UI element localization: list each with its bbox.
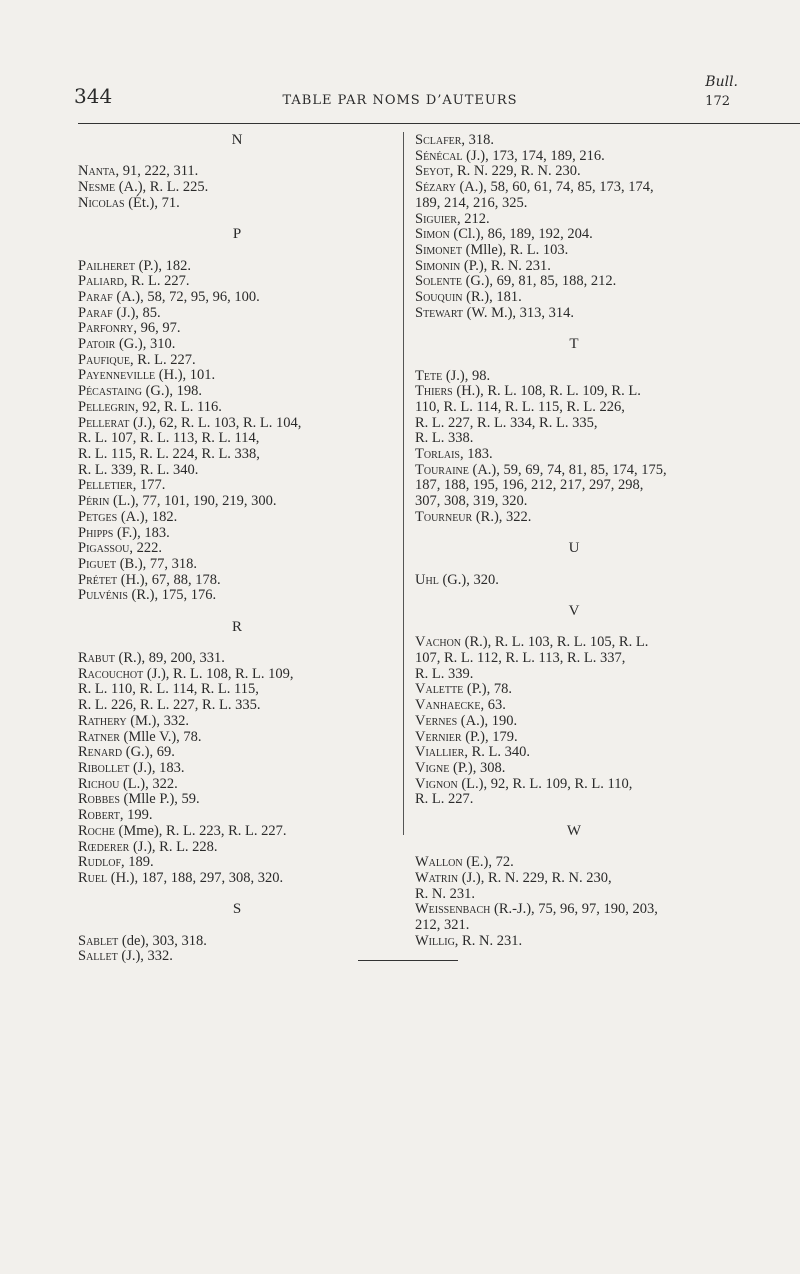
index-entry-continuation: R. L. 107, R. L. 113, R. L. 114, bbox=[78, 430, 260, 447]
author-name: Roche bbox=[78, 822, 115, 839]
entry-references: (A.), R. L. 225. bbox=[115, 179, 209, 196]
letter-heading: V bbox=[568, 602, 580, 619]
index-entry bbox=[78, 196, 396, 212]
index-entry bbox=[415, 902, 733, 918]
entry-references: (R.), 322. bbox=[472, 508, 532, 525]
entry-references: , 92, R. L. 116. bbox=[134, 398, 222, 415]
blank-line bbox=[415, 588, 733, 604]
index-entry bbox=[415, 133, 733, 149]
column-divider bbox=[403, 132, 404, 835]
entry-references: (F.), 183. bbox=[113, 524, 170, 541]
author-name: Rœderer bbox=[78, 838, 130, 855]
author-name: Simonin bbox=[415, 257, 461, 274]
author-name: Sénécal bbox=[415, 147, 463, 164]
index-entry-continuation: R. L. 339, R. L. 340. bbox=[78, 461, 199, 478]
index-entry bbox=[78, 949, 396, 965]
author-name: Vernier bbox=[415, 728, 462, 745]
index-entry bbox=[415, 384, 733, 400]
author-name: Pellegrin bbox=[78, 398, 135, 415]
index-entry bbox=[415, 682, 733, 698]
index-entry bbox=[78, 259, 396, 275]
author-name: Siguier bbox=[415, 210, 457, 227]
index-entry bbox=[415, 934, 733, 950]
index-entry bbox=[78, 164, 396, 180]
author-name: Pelletier bbox=[78, 477, 133, 494]
author-name: Thiers bbox=[415, 383, 453, 400]
entry-references: (J.), 98. bbox=[442, 367, 491, 384]
index-entry bbox=[415, 871, 733, 887]
entry-references: (A.), 190. bbox=[457, 712, 518, 729]
author-name: Vignon bbox=[415, 775, 458, 792]
author-name: Robert bbox=[78, 807, 120, 824]
letter-heading: U bbox=[568, 540, 580, 557]
entry-references: (A.), 58, 60, 61, 74, 85, 173, 174, bbox=[455, 179, 654, 196]
author-name: Rathery bbox=[78, 712, 127, 729]
author-name: Ribollet bbox=[78, 760, 130, 776]
index-entry-continuation: R. L. 339. bbox=[415, 665, 474, 682]
author-name: Racouchot bbox=[78, 665, 144, 682]
entry-references: , 63. bbox=[480, 697, 506, 714]
index-entry bbox=[415, 306, 733, 322]
index-entry bbox=[415, 698, 733, 714]
entry-references: , 91, 222, 311. bbox=[115, 163, 199, 180]
entry-references: (Mlle V.), 78. bbox=[119, 728, 202, 745]
entry-references: (A.), 58, 72, 95, 96, 100. bbox=[112, 288, 260, 305]
author-name: Weissenbach bbox=[415, 901, 491, 918]
entry-references: (E.), 72. bbox=[462, 854, 514, 871]
author-name: Paraf bbox=[78, 288, 113, 305]
index-entry bbox=[78, 180, 396, 196]
author-name: Payenneville bbox=[78, 367, 156, 384]
bull-number: 172 bbox=[705, 94, 730, 109]
index-entry bbox=[78, 792, 396, 808]
entry-references: (P.), 179. bbox=[461, 728, 518, 745]
index-entry-continuation: 212, 321. bbox=[415, 916, 470, 933]
index-entry bbox=[415, 227, 733, 243]
author-name: Robbes bbox=[78, 791, 120, 808]
author-name: Tourneur bbox=[415, 508, 473, 525]
author-name: Viallier bbox=[415, 744, 465, 761]
author-name: Parfonry bbox=[78, 320, 134, 337]
entry-references: (J.), 183. bbox=[129, 760, 185, 776]
author-name: Vigne bbox=[415, 759, 450, 776]
entry-references: (J.), R. L. 228. bbox=[129, 838, 218, 855]
entry-references: , 222. bbox=[129, 540, 163, 557]
author-name: Sablet bbox=[78, 932, 119, 949]
blank-line bbox=[78, 635, 396, 651]
index-entry bbox=[78, 855, 396, 871]
entry-references: (A.), 59, 69, 74, 81, 85, 174, 175, bbox=[468, 461, 667, 478]
entry-references: (P.), 182. bbox=[134, 257, 191, 274]
author-name: Nanta bbox=[78, 163, 116, 180]
author-name: Paraf bbox=[78, 304, 113, 321]
author-name: Pulvénis bbox=[78, 587, 128, 604]
entry-references: (H.), 101. bbox=[155, 367, 216, 384]
entry-references: (Mlle), R. L. 103. bbox=[461, 241, 569, 258]
author-name: Périn bbox=[78, 493, 110, 510]
entry-references: (Ét.), 71. bbox=[124, 194, 180, 211]
entry-references: (J.), 85. bbox=[112, 304, 161, 321]
entry-references: (P.), 78. bbox=[463, 681, 512, 698]
entry-references: , R. L. 340. bbox=[464, 744, 531, 761]
index-entry-continuation: 107, R. L. 112, R. L. 113, R. L. 337, bbox=[415, 650, 626, 667]
bull-label: Bull. bbox=[705, 74, 738, 90]
index-entry-continuation: R. L. 227, R. L. 334, R. L. 335, bbox=[415, 414, 598, 431]
index-entry bbox=[78, 745, 396, 761]
entry-references: (R.), 89, 200, 331. bbox=[114, 650, 225, 667]
author-name: Richou bbox=[78, 775, 120, 792]
index-entry bbox=[415, 855, 733, 871]
index-entry bbox=[78, 667, 396, 683]
index-entry bbox=[78, 306, 396, 322]
entry-references: (G.), 320. bbox=[438, 571, 499, 588]
blank-line bbox=[415, 808, 733, 824]
author-name: Paufique bbox=[78, 351, 130, 368]
author-name: Simonet bbox=[415, 241, 462, 258]
entry-references: (B.), 77, 318. bbox=[116, 555, 198, 572]
index-entry bbox=[78, 541, 396, 557]
entry-references: , 212. bbox=[456, 210, 490, 227]
author-name: Torlais bbox=[415, 446, 460, 463]
entry-references: , 177. bbox=[132, 477, 166, 494]
entry-references: (A.), 182. bbox=[117, 508, 178, 525]
page-number: 344 bbox=[74, 84, 113, 108]
index-entry-continuation: R. L. 110, R. L. 114, R. L. 115, bbox=[78, 681, 259, 698]
index-entry-continuation: R. L. 226, R. L. 227, R. L. 335. bbox=[78, 697, 261, 714]
index-entry bbox=[78, 274, 396, 290]
blank-line bbox=[415, 839, 733, 855]
index-entry bbox=[78, 871, 396, 887]
author-name: Piguet bbox=[78, 555, 117, 572]
index-entry-continuation: R. L. 227. bbox=[415, 791, 474, 808]
entry-references: (Mlle P.), 59. bbox=[119, 791, 200, 808]
index-entry-continuation: R. N. 231. bbox=[415, 885, 476, 902]
entry-references: (R.), 175, 176. bbox=[127, 587, 217, 604]
index-entry bbox=[415, 447, 733, 463]
index-entry bbox=[415, 761, 733, 777]
entry-references: (R.), R. L. 103, R. L. 105, R. L. bbox=[461, 634, 649, 651]
entry-references: (G.), 198. bbox=[141, 383, 202, 400]
index-entry bbox=[415, 180, 733, 196]
index-entry bbox=[78, 714, 396, 730]
author-name: Pigassou bbox=[78, 540, 130, 557]
index-entry bbox=[78, 510, 396, 526]
entry-references: , 318. bbox=[461, 132, 495, 148]
index-entry-continuation: 110, R. L. 114, R. L. 115, R. L. 226, bbox=[415, 398, 625, 415]
entry-references: (W. M.), 313, 314. bbox=[463, 304, 575, 321]
author-name: Rabut bbox=[78, 650, 115, 667]
index-entry bbox=[78, 337, 396, 353]
entry-references: (Cl.), 86, 189, 192, 204. bbox=[449, 226, 593, 243]
letter-heading: R bbox=[231, 618, 242, 635]
blank-line bbox=[78, 887, 396, 903]
author-name: Prétet bbox=[78, 571, 118, 588]
index-entry bbox=[415, 164, 733, 180]
index-entry bbox=[78, 777, 396, 793]
end-rule bbox=[358, 960, 458, 961]
entry-references: (G.), 69. bbox=[122, 744, 175, 761]
author-name: Willig bbox=[415, 932, 455, 949]
entry-references: , R. N. 229, R. N. 230. bbox=[449, 163, 581, 180]
author-name: Phipps bbox=[78, 524, 114, 541]
blank-line bbox=[415, 321, 733, 337]
entry-references: (J.), 62, R. L. 103, R. L. 104, bbox=[129, 414, 302, 431]
author-name: Patoir bbox=[78, 336, 116, 353]
entry-references: (J.), R. N. 229, R. N. 230, bbox=[458, 869, 612, 886]
entry-references: (J.), 173, 174, 189, 216. bbox=[462, 147, 605, 164]
blank-line bbox=[78, 604, 396, 620]
author-name: Sézary bbox=[415, 179, 456, 196]
author-name: Simon bbox=[415, 226, 450, 243]
index-entry bbox=[78, 651, 396, 667]
index-entry-continuation: R. L. 115, R. L. 224, R. L. 338, bbox=[78, 445, 260, 462]
author-name: Seyot bbox=[415, 163, 450, 180]
blank-line bbox=[78, 149, 396, 165]
letter-heading: T bbox=[569, 336, 579, 353]
index-entry bbox=[78, 400, 396, 416]
author-name: Souquin bbox=[415, 289, 463, 306]
letter-heading: N bbox=[231, 132, 243, 148]
author-name: Nicolas bbox=[78, 194, 125, 211]
index-entry bbox=[415, 463, 733, 479]
author-name: Pécastaing bbox=[78, 383, 142, 400]
blank-line bbox=[415, 620, 733, 636]
index-entry bbox=[78, 824, 396, 840]
index-entry bbox=[415, 714, 733, 730]
entry-references: (P.), 308. bbox=[449, 759, 506, 776]
entry-references: (R.), 181. bbox=[462, 289, 522, 306]
entry-references: (H.), 187, 188, 297, 308, 320. bbox=[107, 869, 284, 886]
header-rule bbox=[78, 123, 800, 124]
index-entry bbox=[78, 353, 396, 369]
entry-references: (M.), 332. bbox=[126, 712, 190, 729]
entry-references: (de), 303, 318. bbox=[118, 932, 207, 949]
author-name: Pellerat bbox=[78, 414, 130, 431]
author-name: Nesme bbox=[78, 179, 116, 196]
index-entry bbox=[78, 840, 396, 856]
author-name: Petges bbox=[78, 508, 118, 525]
index-entry bbox=[78, 934, 396, 950]
index-entry-continuation: 187, 188, 195, 196, 212, 217, 297, 298, bbox=[415, 477, 644, 494]
left-index-column bbox=[78, 133, 396, 965]
author-name: Stewart bbox=[415, 304, 464, 321]
index-entry bbox=[78, 573, 396, 589]
author-name: Tete bbox=[415, 367, 443, 384]
index-entry bbox=[78, 588, 396, 604]
letter-heading: S bbox=[232, 901, 242, 918]
blank-line bbox=[415, 353, 733, 369]
author-name: Ruel bbox=[78, 869, 108, 886]
index-entry bbox=[415, 777, 733, 793]
author-name: Ratner bbox=[78, 728, 120, 745]
entry-references: (L.), 92, R. L. 109, R. L. 110, bbox=[457, 775, 633, 792]
entry-references: (G.), 310. bbox=[115, 336, 176, 353]
entry-references: , 199. bbox=[119, 807, 153, 824]
author-name: Valette bbox=[415, 681, 464, 698]
author-name: Wallon bbox=[415, 854, 463, 871]
letter-heading: P bbox=[232, 226, 242, 243]
author-name: Sclafer bbox=[415, 132, 462, 148]
index-entry bbox=[415, 635, 733, 651]
entry-references: (L.), 322. bbox=[119, 775, 178, 792]
index-entry bbox=[415, 149, 733, 165]
index-entry bbox=[415, 274, 733, 290]
index-entry-continuation: 189, 214, 216, 325. bbox=[415, 194, 528, 211]
index-entry-continuation: 307, 308, 319, 320. bbox=[415, 493, 528, 510]
entry-references: , 96, 97. bbox=[133, 320, 181, 337]
author-name: Vachon bbox=[415, 634, 462, 651]
index-entry bbox=[415, 745, 733, 761]
right-index-column bbox=[415, 133, 733, 949]
entry-references: (Mme), R. L. 223, R. L. 227. bbox=[114, 822, 287, 839]
index-entry-continuation: R. L. 338. bbox=[415, 430, 474, 447]
index-entry bbox=[78, 368, 396, 384]
author-name: Watrin bbox=[415, 869, 459, 886]
index-entry bbox=[78, 808, 396, 824]
index-entry bbox=[78, 494, 396, 510]
index-entry bbox=[78, 557, 396, 573]
author-name: Rudlof bbox=[78, 854, 122, 871]
entry-references: (H.), 67, 88, 178. bbox=[117, 571, 221, 588]
index-entry bbox=[415, 212, 733, 228]
index-entry bbox=[78, 730, 396, 746]
author-name: Sallet bbox=[78, 948, 118, 965]
index-entry bbox=[415, 369, 733, 385]
index-entry bbox=[78, 478, 396, 494]
entry-references: (L.), 77, 101, 190, 219, 300. bbox=[109, 493, 277, 510]
index-entry bbox=[415, 290, 733, 306]
blank-line bbox=[415, 557, 733, 573]
author-name: Renard bbox=[78, 744, 123, 761]
author-name: Solente bbox=[415, 273, 462, 290]
entry-references: (H.), R. L. 108, R. L. 109, R. L. bbox=[452, 383, 641, 400]
index-entry bbox=[78, 321, 396, 337]
entry-references: , 183. bbox=[459, 446, 493, 463]
index-entry bbox=[78, 290, 396, 306]
entry-references: (G.), 69, 81, 85, 188, 212. bbox=[461, 273, 617, 290]
author-name: Vernes bbox=[415, 712, 458, 729]
author-name: Vanhaecke bbox=[415, 697, 481, 714]
index-entry bbox=[415, 510, 733, 526]
entry-references: (R.-J.), 75, 96, 97, 190, 203, bbox=[490, 901, 658, 918]
author-name: Uhl bbox=[415, 571, 439, 588]
index-entry bbox=[415, 243, 733, 259]
blank-line bbox=[415, 526, 733, 542]
running-title: TABLE PAR NOMS D’AUTEURS bbox=[282, 93, 518, 108]
index-entry bbox=[415, 259, 733, 275]
blank-line bbox=[78, 918, 396, 934]
index-entry bbox=[415, 730, 733, 746]
index-entry bbox=[78, 416, 396, 432]
index-entry bbox=[415, 573, 733, 589]
author-name: Pailheret bbox=[78, 257, 135, 274]
blank-line bbox=[78, 211, 396, 227]
letter-heading: W bbox=[566, 822, 582, 839]
entry-references: (P.), R. N. 231. bbox=[460, 257, 551, 274]
index-entry bbox=[78, 526, 396, 542]
author-name: Paliard bbox=[78, 273, 124, 290]
entry-references: , R. L. 227. bbox=[123, 273, 190, 290]
entry-references: (J.), 332. bbox=[117, 948, 173, 965]
index-entry bbox=[78, 384, 396, 400]
entry-references: (J.), R. L. 108, R. L. 109, bbox=[143, 665, 294, 682]
blank-line bbox=[78, 243, 396, 259]
entry-references: , 189. bbox=[121, 854, 154, 871]
index-entry bbox=[78, 761, 396, 777]
entry-references: , R. L. 227. bbox=[129, 351, 196, 368]
author-name: Touraine bbox=[415, 461, 469, 478]
entry-references: , R. N. 231. bbox=[454, 932, 523, 949]
